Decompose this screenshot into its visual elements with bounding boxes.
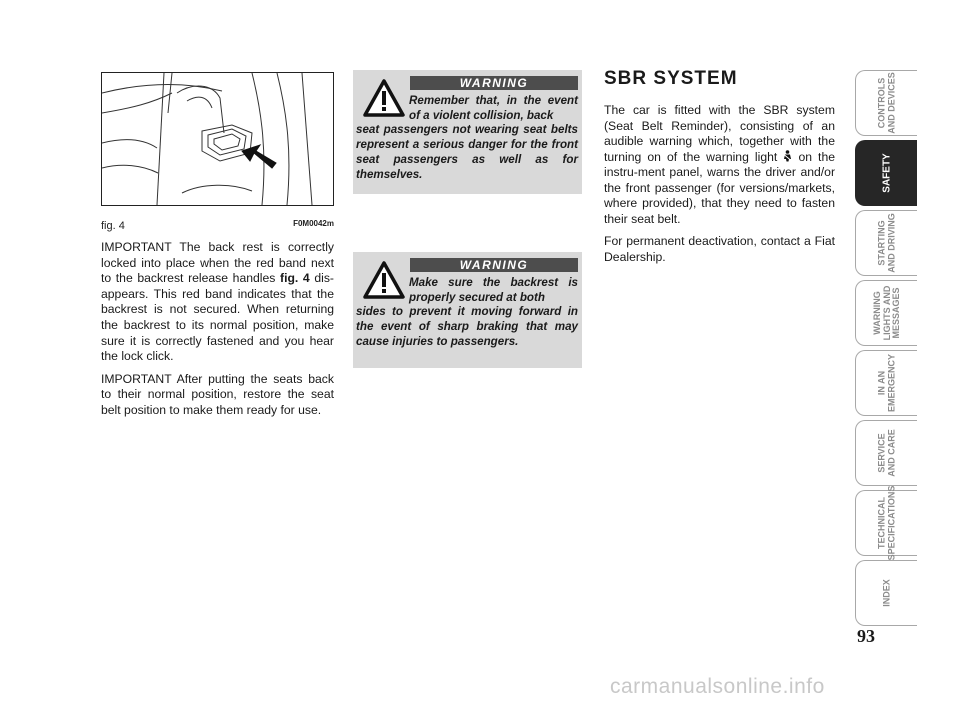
warning-box-backrest xyxy=(353,252,582,368)
tab-service-and-care[interactable]: SERVICE AND CARE xyxy=(855,420,917,486)
sbr-paragraph-1: The car is fitted with the SBR system (Seat Belt Reminder), consisting of an audible warning which, together with the turning on of the warning light on the instru-ment panel, warns the driver and/or the front passenger (for versions/markets, where provided), that they need to fasten their seat belt. xyxy=(604,103,836,226)
warning-text: Make sure the backrest is properly secured at both sides to prevent it moving forward in the event of sharp braking that may cause injuries to passengers. xyxy=(356,276,578,348)
tab-starting-and-driving[interactable]: STARTING AND DRIVING xyxy=(855,210,917,276)
figure-caption: fig. 4 xyxy=(101,220,125,232)
section-title: SBR SYSTEM xyxy=(604,68,738,89)
warning-box-seatbelts xyxy=(353,70,582,194)
sbr-section xyxy=(604,68,835,272)
sbr-paragraph-2: For permanent deactivation, contact a Fiat Dealership. xyxy=(604,234,835,264)
figure-4 xyxy=(101,72,334,232)
watermark: carmanualsonline.info xyxy=(610,675,825,698)
tab-controls-and-devices[interactable]: CONTROLS AND DEVICES xyxy=(855,70,917,136)
warning-text: Remember that, in the event of a violent collision, back seat passengers not wearing seat belts represent a serious danger for the front seat passengers as well as for themselves. xyxy=(356,94,578,181)
seat-backrest-illustration xyxy=(101,72,334,206)
important-paragraph-1: IMPORTANT The back rest is correctly locked into place when the red band next to the backrest release handles fig. 4 dis-appears. This red band indicates that the backrest is not secured. When returning the backrest to its normal position, make sure it is correctly fastened and you hear the lock click. xyxy=(101,240,334,364)
tab-safety[interactable]: SAFETY xyxy=(855,140,917,206)
tab-warning-lights-and-messages[interactable]: WARNING LIGHTS AND MESSAGES xyxy=(855,280,917,346)
important-paragraph-2: IMPORTANT After putting the seats back to their normal position, restore the seat belt position to make them ready for use. xyxy=(101,371,334,417)
tab-technical-specifications[interactable]: TECHNICAL SPECIFICATIONS xyxy=(855,490,917,556)
backrest-text xyxy=(101,240,334,426)
warning-label: WARNING xyxy=(410,76,578,90)
backrest-drawing xyxy=(102,73,333,205)
warning-label: WARNING xyxy=(410,258,578,272)
page-number: 93 xyxy=(857,626,875,646)
tab-in-an-emergency[interactable]: IN AN EMERGENCY xyxy=(855,350,917,416)
figure-reference: fig. 4 xyxy=(280,271,310,286)
arrow-icon xyxy=(242,145,276,168)
figure-code: F0M0042m xyxy=(293,219,334,228)
tab-index[interactable]: INDEX xyxy=(855,560,917,626)
